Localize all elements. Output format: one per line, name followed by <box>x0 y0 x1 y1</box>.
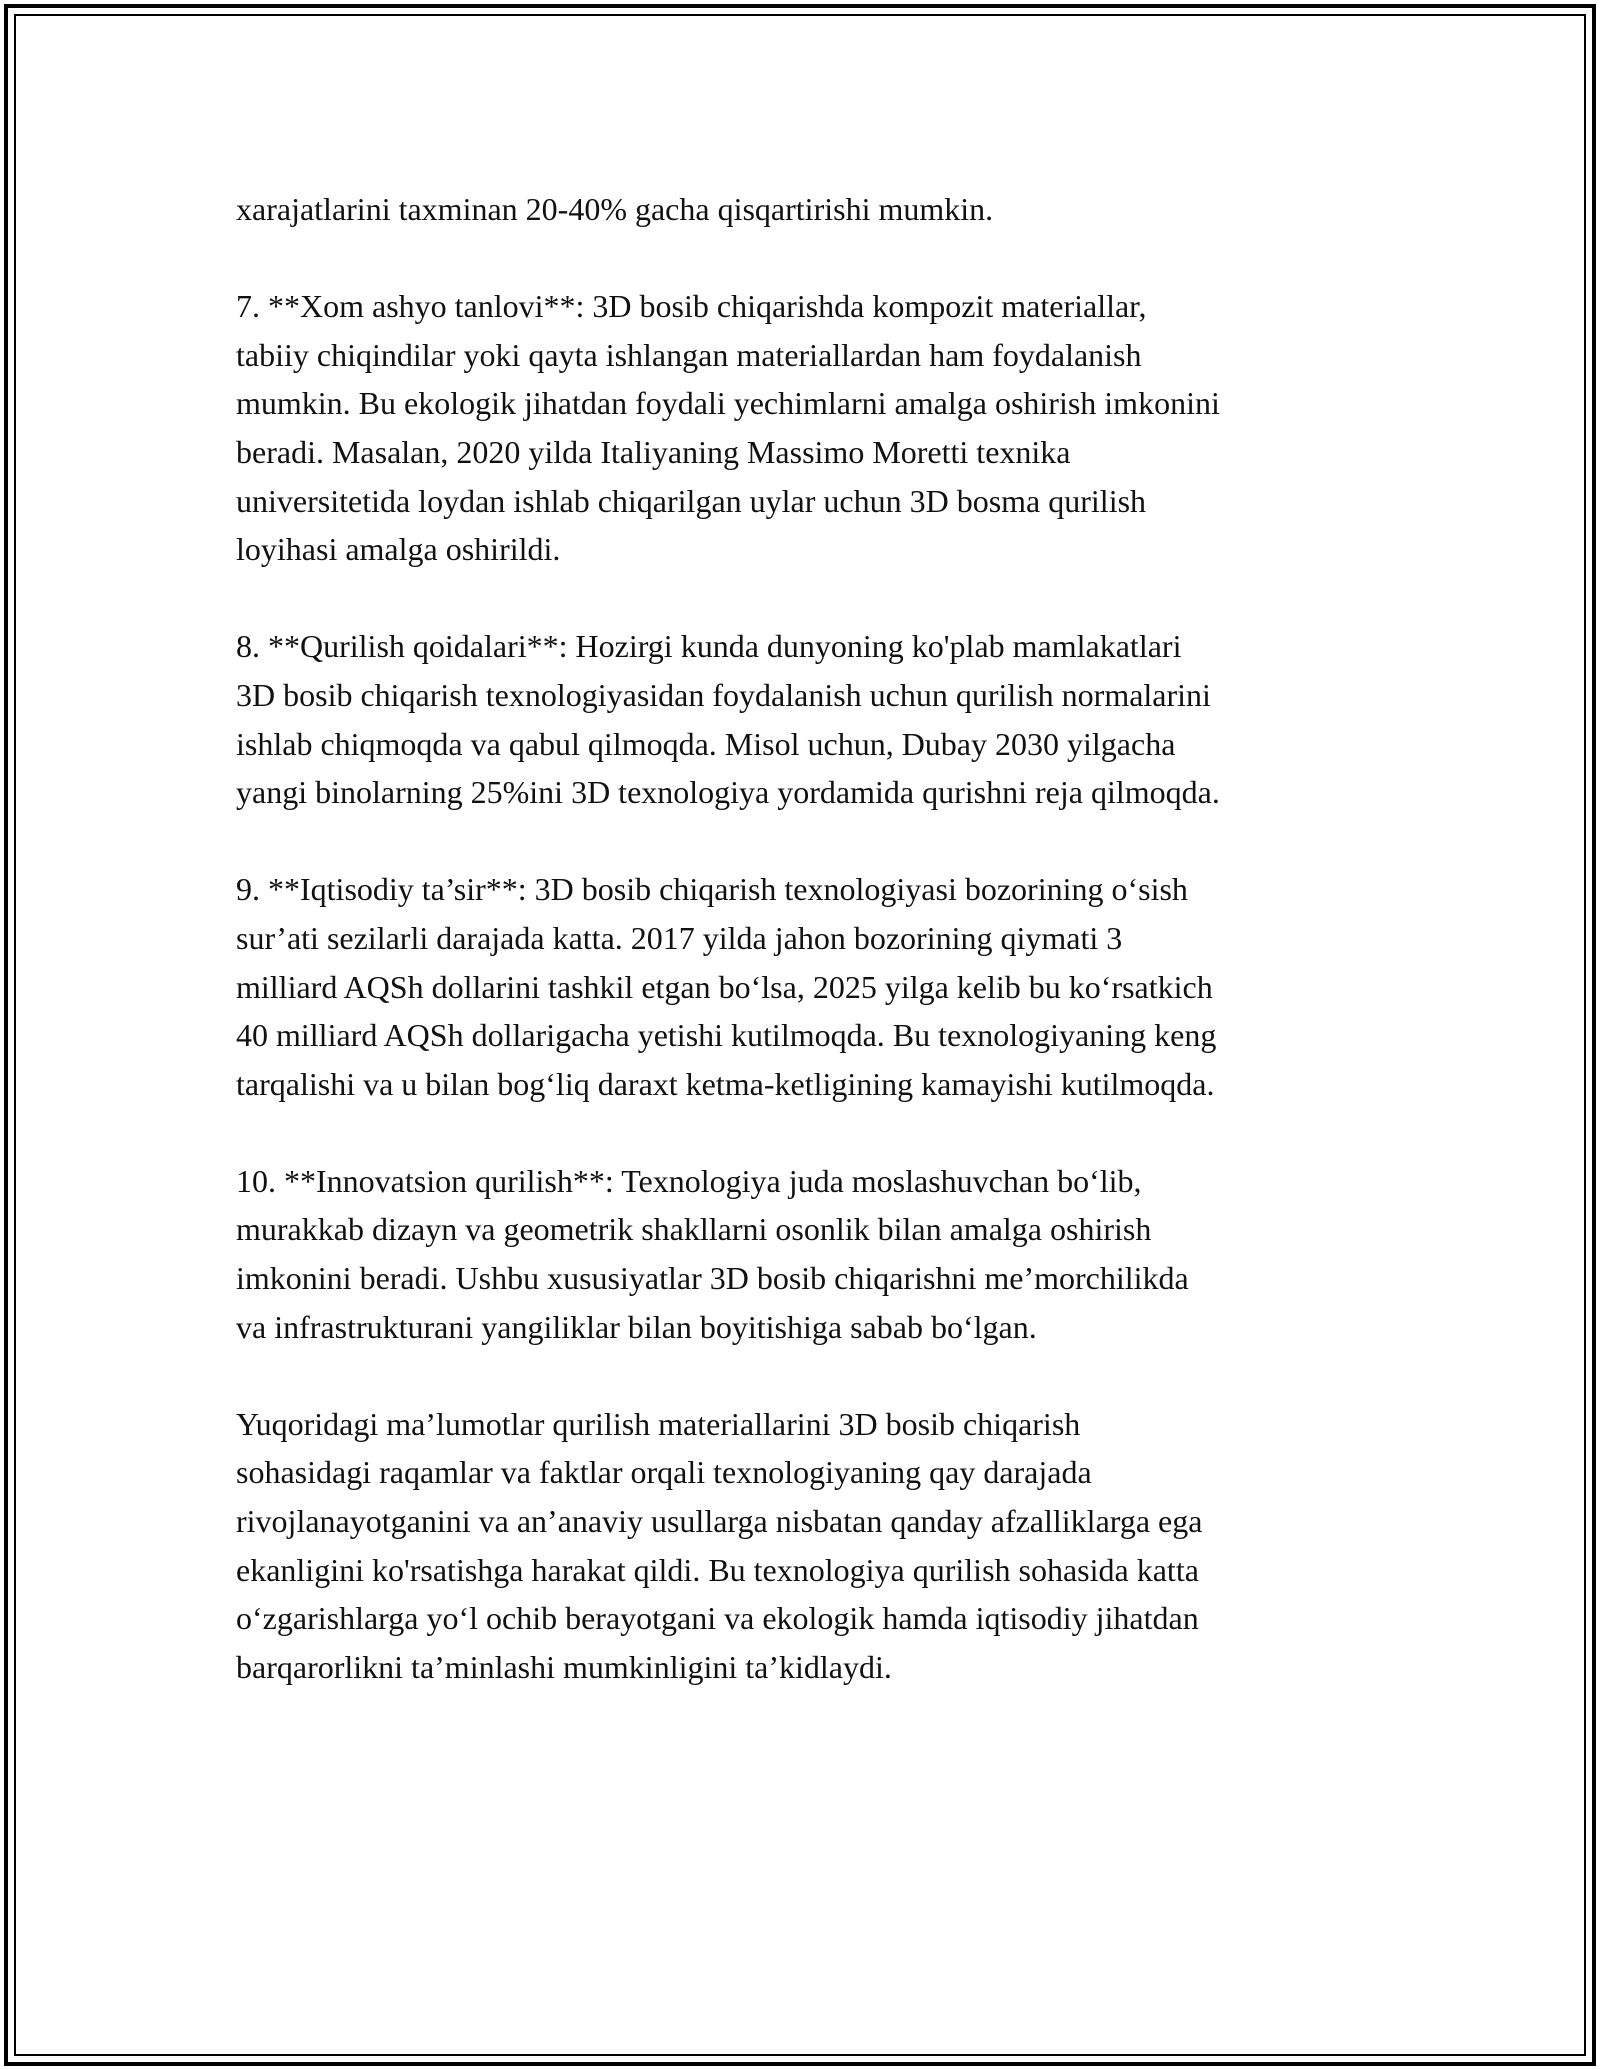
text-line: 8. **Qurilish qoidalari**: Hozirgi kunda dunyoning ko'plab mamlakatlari <box>236 628 1182 665</box>
text-line: Yuqoridagi ma’lumotlar qurilish materiallarini 3D bosib chiqarish <box>236 1405 1081 1442</box>
text-line: universitetida loydan ishlab chiqarilgan uylar uchun 3D bosma qurilish <box>236 482 1147 519</box>
text-line: rivojlanayotganini va an’anaviy usullarga nisbatan qanday afzalliklarga ega <box>236 1503 1203 1540</box>
text-line: xarajatlarini taxminan 20-40% gacha qisqartirishi mumkin. <box>236 191 994 227</box>
paragraph-intro-continuation <box>236 185 1376 234</box>
text-line: tabiiy chiqindilar yoki qayta ishlangan materiallardan ham foydalanish <box>236 336 1142 373</box>
text-line: o‘zgarishlarga yo‘l ochib berayotgani va ekologik hamda iqtisodiy jihatdan <box>236 1600 1199 1637</box>
text-line: 9. **Iqtisodiy ta’sir**: 3D bosib chiqarish texnologiyasi bozorining o‘sish <box>236 871 1188 908</box>
text-line: 7. **Xom ashyo tanlovi**: 3D bosib chiqarishda kompozit materiallar, <box>236 288 1147 325</box>
paragraph-item-9 <box>236 865 1376 1108</box>
text-line: loyihasi amalga oshirildi. <box>236 531 561 568</box>
text-line: 3D bosib chiqarish texnologiyasidan foydalanish uchun qurilish normalarini <box>236 676 1211 713</box>
paragraph-conclusion <box>236 1400 1376 1692</box>
text-line: imkonini beradi. Ushbu xususiyatlar 3D bosib chiqarishni me’morchilikda <box>236 1260 1189 1297</box>
text-line: sohasidagi raqamlar va faktlar orqali texnologiyaning qay darajada <box>236 1454 1092 1491</box>
text-line: 10. **Innovatsion qurilish**: Texnologiya juda moslashuvchan bo‘lib, <box>236 1162 1142 1199</box>
text-line: sur’ati sezilarli darajada katta. 2017 yilda jahon bozorining qiymati 3 <box>236 919 1123 956</box>
document-body <box>236 185 1376 1740</box>
text-line: murakkab dizayn va geometrik shakllarni osonlik bilan amalga oshirish <box>236 1211 1152 1248</box>
text-line: barqarorlikni ta’minlashi mumkinligini ta’kidlaydi. <box>236 1648 892 1685</box>
text-line: tarqalishi va u bilan bog‘liq daraxt ketma-ketligining kamayishi kutilmoqda. <box>236 1065 1215 1102</box>
text-line: yangi binolarning 25%ini 3D texnologiya yordamida qurishni reja qilmoqda. <box>236 774 1220 811</box>
paragraph-item-7 <box>236 282 1376 574</box>
text-line: 40 milliard AQSh dollarigacha yetishi kutilmoqda. Bu texnologiyaning keng <box>236 1017 1217 1054</box>
paragraph-item-8 <box>236 622 1376 816</box>
text-line: ekanligini ko'rsatishga harakat qildi. Bu texnologiya qurilish sohasida katta <box>236 1551 1199 1588</box>
text-line: mumkin. Bu ekologik jihatdan foydali yechimlarni amalga oshirish imkonini <box>236 385 1220 422</box>
text-line: ishlab chiqmoqda va qabul qilmoqda. Misol uchun, Dubay 2030 yilgacha <box>236 725 1176 762</box>
text-line: milliard AQSh dollarini tashkil etgan bo‘lsa, 2025 yilga kelib bu ko‘rsatkich <box>236 968 1213 1005</box>
text-line: beradi. Masalan, 2020 yilda Italiyaning Massimo Moretti texnika <box>236 433 1071 470</box>
paragraph-item-10 <box>236 1157 1376 1351</box>
text-line: va infrastrukturani yangiliklar bilan boyitishiga sabab bo‘lgan. <box>236 1308 1037 1345</box>
